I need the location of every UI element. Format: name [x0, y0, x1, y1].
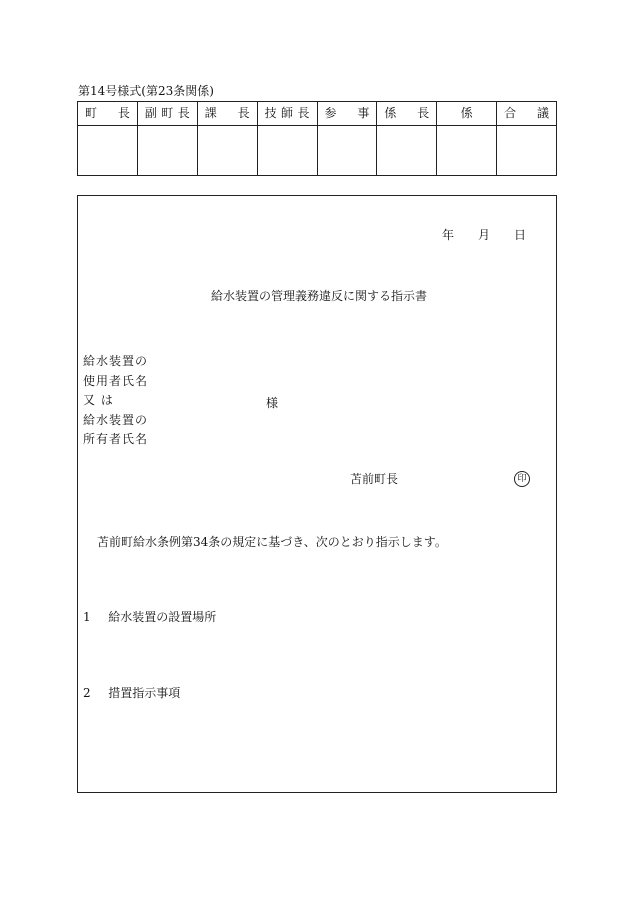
approval-stamp-row — [78, 126, 557, 176]
recipient-line: 使用者氏名 — [83, 373, 149, 388]
approval-header-mayor: 町 長 — [78, 102, 138, 126]
approval-header-section-chief: 課 長 — [197, 102, 257, 126]
item-label: 給水装置の設置場所 — [108, 610, 217, 624]
issuer-name: 苫前町長 — [350, 472, 399, 486]
document-title: 給水装置の管理義務違反に関する指示書 — [211, 289, 428, 303]
item-1 — [83, 610, 216, 624]
item-number: 2 — [83, 686, 91, 700]
honorific: 様 — [266, 396, 279, 410]
date-day: 日 — [513, 228, 526, 242]
form-number: 第14号様式(第23条関係) — [78, 84, 214, 98]
date-line — [442, 228, 526, 242]
date-year: 年 — [441, 228, 454, 242]
stamp-cell — [317, 126, 377, 176]
approval-header-subsection-chief: 係 長 — [377, 102, 437, 126]
stamp-cell — [197, 126, 257, 176]
recipient-line: 所有者氏名 — [83, 432, 149, 446]
body-text: 苫前町給水条例第34条の規定に基づき、次のとおり指示します。 — [97, 535, 447, 549]
stamp-cell — [437, 126, 497, 176]
item-label: 措置指示事項 — [108, 686, 181, 700]
stamp-cell — [137, 126, 197, 176]
approval-header-counselor: 参 事 — [317, 102, 377, 126]
date-month: 月 — [477, 228, 490, 242]
stamp-cell — [497, 126, 557, 176]
recipient-line: 給水装置の — [83, 354, 149, 368]
stamp-cell — [257, 126, 317, 176]
instruction-document — [77, 195, 557, 793]
approval-header-consultation: 合 議 — [497, 102, 557, 126]
seal-icon: 印 — [514, 471, 530, 487]
recipient-line: 又 は — [83, 393, 114, 407]
item-2 — [83, 686, 180, 700]
approval-header-row — [78, 102, 557, 126]
recipient-line: 給水装置の — [83, 412, 149, 427]
stamp-cell — [377, 126, 437, 176]
stamp-cell — [78, 126, 138, 176]
item-number: 1 — [83, 610, 91, 624]
approval-header-staff: 係 — [437, 102, 497, 126]
recipient-label — [83, 352, 148, 450]
approval-table — [77, 101, 557, 176]
approval-header-chief-engineer: 技 師 長 — [257, 102, 317, 126]
approval-header-deputy-mayor: 副 町 長 — [137, 102, 197, 126]
